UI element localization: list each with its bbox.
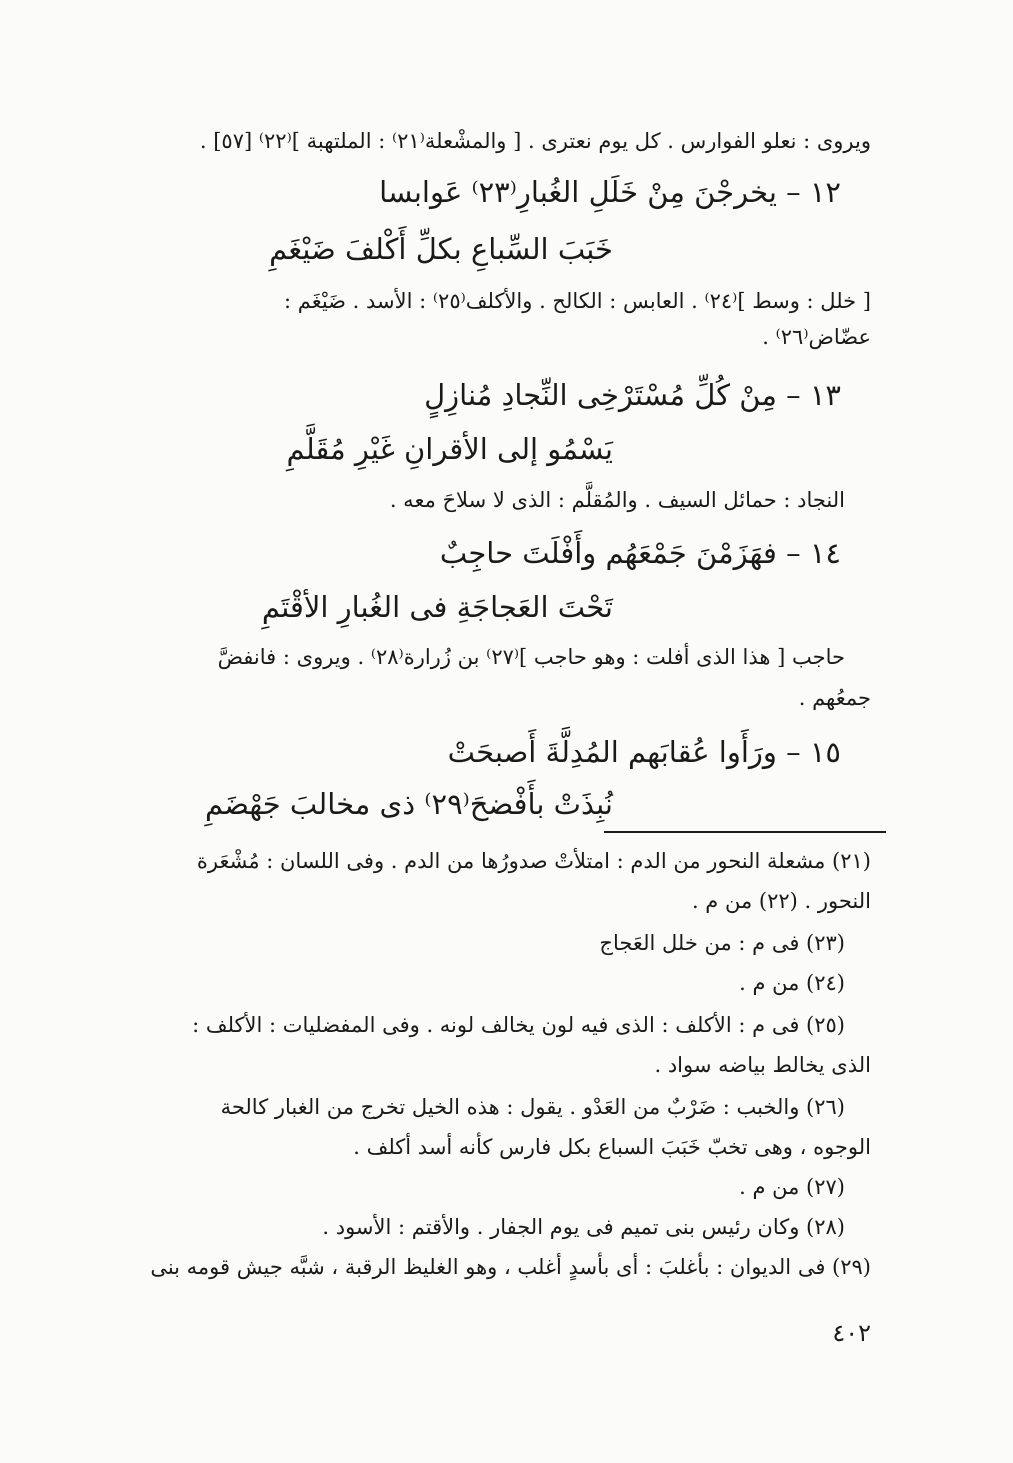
verse-15-first-hemistich: ١٥ – ورَأَوا عُقابَهم المُدِلَّةَ أَصبحَتْ (447, 735, 841, 769)
commentary-line: جمعُهم . (798, 686, 871, 710)
commentary-line: النجاد : حمائل السيف . والمُقلَّم : الذى لا سلاحَ معه . (389, 488, 845, 512)
footnote-26: (٢٦) والخبب : ضَرْبٌ من العَدْو . يقول : هذه الخيل تخرج من الغبار كالحة (220, 1095, 845, 1119)
commentary-line: عضّاض⁽٢٦⁾ . (762, 325, 871, 349)
verse-14-first-hemistich: ١٤ – فهَزَمْنَ جَمْعَهُم وأَفْلَتَ حاجِبٌ (439, 536, 841, 570)
footnote-separator (604, 831, 886, 833)
footnote-21-22: النحور . (٢٢) من م . (691, 889, 871, 913)
footnote-27: (٢٧) من م . (739, 1175, 845, 1199)
page-number: ٤٠٢ (832, 1319, 871, 1347)
verse-12-first-hemistich: ١٢ – يخرجْنَ مِنْ خَلَلِ الغُبارِ⁽٢٣⁾ عَوابسا (379, 175, 841, 209)
commentary-line: حاجب [ هذا الذى أفلت : وهو حاجب ]⁽٢٧⁾ بن زُرارة⁽٢٨⁾ . ويروى : فانفضَّ (217, 645, 845, 669)
footnote-26-continued: الوجوه ، وهى تخبّ خَبَبَ السباع بكل فارس كأنه أسد أكلف . (353, 1135, 871, 1159)
footnote-29: (٢٩) فى الديوان : بأغلبَ : أى بأسدٍ أغلب ، وهو الغليظ الرقبة ، شبَّه جيش قومه بنى (150, 1255, 871, 1279)
footnote-25-continued: الذى يخالط بياضه سواد . (654, 1053, 871, 1077)
verse-13-second-hemistich: يَسْمُو إلى الأقرانِ غَيْرِ مُقَلَّمِ (286, 432, 613, 466)
footnote-23: (٢٣) فى م : من خلل العَجاج (599, 931, 845, 955)
footnote-21: (٢١) مشعلة النحور من الدم : امتلأتْ صدورُها من الدم . وفى اللسان : مُشْعَرة (196, 849, 871, 873)
footnote-25: (٢٥) فى م : الأكلف : الذى فيه لون يخالف لونه . وفى المفضليات : الأكلف : (192, 1013, 845, 1037)
verse-12-second-hemistich: خَبَبَ السِّباعِ بكلِّ أَكْلفَ ضَيْغَمِ (269, 232, 613, 266)
footnote-28: (٢٨) وكان رئيس بنى تميم فى يوم الجفار . والأقتم : الأسود . (322, 1215, 845, 1239)
text-line-1: ويروى : نعلو الفوارس . كل يوم نعترى . [ والمشْعلة⁽٢١⁾ : الملتهبة ]⁽٢٢⁾ [٥٧] . (199, 129, 871, 153)
verse-13-first-hemistich: ١٣ – مِنْ كُلِّ مُسْتَرْخِى النِّجادِ مُنازِلٍ (424, 378, 841, 412)
verse-15-second-hemistich: نُبِذَتْ بأَفْضحَ⁽٢٩⁾ ذى مخالبَ جَهْضَمِ (204, 787, 613, 821)
verse-14-second-hemistich: تَحْتَ العَجاجَةِ فى الغُبارِ الأقْتَمِ (261, 590, 613, 624)
footnote-24: (٢٤) من م . (739, 971, 845, 995)
commentary-line: [ خلل : وسط ]⁽٢٤⁾ . العابس : الكالح . والأكلف⁽٢٥⁾ : الأسد . ضَيْغَم : (283, 289, 871, 313)
